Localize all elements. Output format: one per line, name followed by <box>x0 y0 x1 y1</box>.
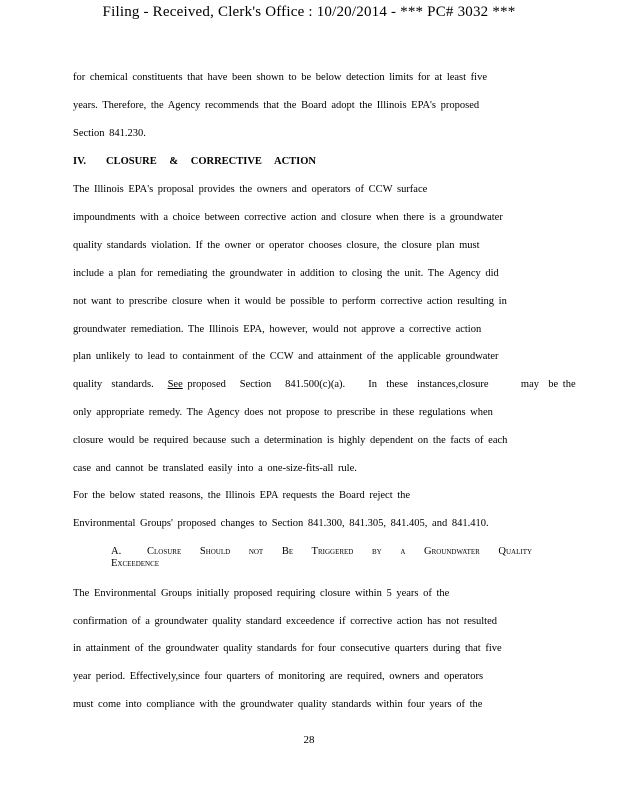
body-line-3: Section 841.230. <box>73 128 146 139</box>
body2-line-4: year period. Effectively,since four quarters of monitoring are required, owners and operators <box>73 671 484 682</box>
body-line-7: quality standards violation. If the owner or operator chooses closure, the closure plan must <box>73 240 480 251</box>
filing-stamp-header: Filing - Received, Clerk's Office : 10/20/2014 - *** PC# 3032 *** <box>102 4 516 20</box>
body-line-10: groundwater remediation. The Illinois EPA, however, would not approve a corrective action <box>73 324 482 335</box>
body-line-1: for chemical constituents that have been shown to be below detection limits for at least five <box>73 72 488 83</box>
body-line-14: closure would be required because such a determination is highly dependent on the facts of each <box>73 435 508 446</box>
body-line-15: case and cannot be translated easily into a one-size-fits-all rule. <box>73 463 357 474</box>
body-line-9: not want to prescribe closure when it would be possible to perform corrective action resulting in <box>73 296 507 307</box>
section-number: IV. <box>73 156 86 167</box>
subsection-heading <box>111 546 551 570</box>
section-title: CLOSURE & CORRECTIVE ACTION <box>106 156 316 167</box>
subsection-title: Closure Should not Be Triggered by a Groundwater Quality Exceedence <box>111 546 533 569</box>
body2-line-5: must come into compliance with the groundwater quality standards within four years of the <box>73 699 483 710</box>
body-line-17: Environmental Groups' proposed changes to Section 841.300, 841.305, 841.405, and 841.410. <box>73 518 489 529</box>
body-line-8: include a plan for remediating the groundwater in addition to closing the unit. The Agency did <box>73 268 499 279</box>
section-heading <box>73 156 316 167</box>
body2-line-2: confirmation of a groundwater quality standard exceedence if corrective action has not resulted <box>73 616 497 627</box>
body-line-5: The Illinois EPA's proposal provides the owners and operators of CCW surface <box>73 184 428 195</box>
body-line-12-start: quality standards. <box>73 379 168 390</box>
body2-line-1: The Environmental Groups initially proposed requiring closure within 5 years of the <box>73 588 450 599</box>
body2-line-3: in attainment of the groundwater quality standards for four consecutive quarters during that five <box>73 643 502 654</box>
page-number: 28 <box>303 734 315 746</box>
body-line-16: For the below stated reasons, the Illinois EPA requests the Board reject the <box>73 490 411 501</box>
body-line-6: impoundments with a choice between corrective action and closure when there is a groundwater <box>73 212 503 223</box>
body-line-13: only appropriate remedy. The Agency does not propose to prescribe in these regulations when <box>73 407 493 418</box>
subsection-letter: A. <box>111 546 122 557</box>
body-line-2: years. Therefore, the Agency recommends that the Board adopt the Illinois EPA's proposed <box>73 100 480 111</box>
body-line-12 <box>73 379 576 390</box>
see-citation: See <box>167 379 183 390</box>
body-line-12-rest: proposed Section 841.500(c)(a). In these instances,closure may be the <box>182 379 576 390</box>
body-line-11: plan unlikely to lead to containment of the CCW and attainment of the applicable groundwater <box>73 351 499 362</box>
